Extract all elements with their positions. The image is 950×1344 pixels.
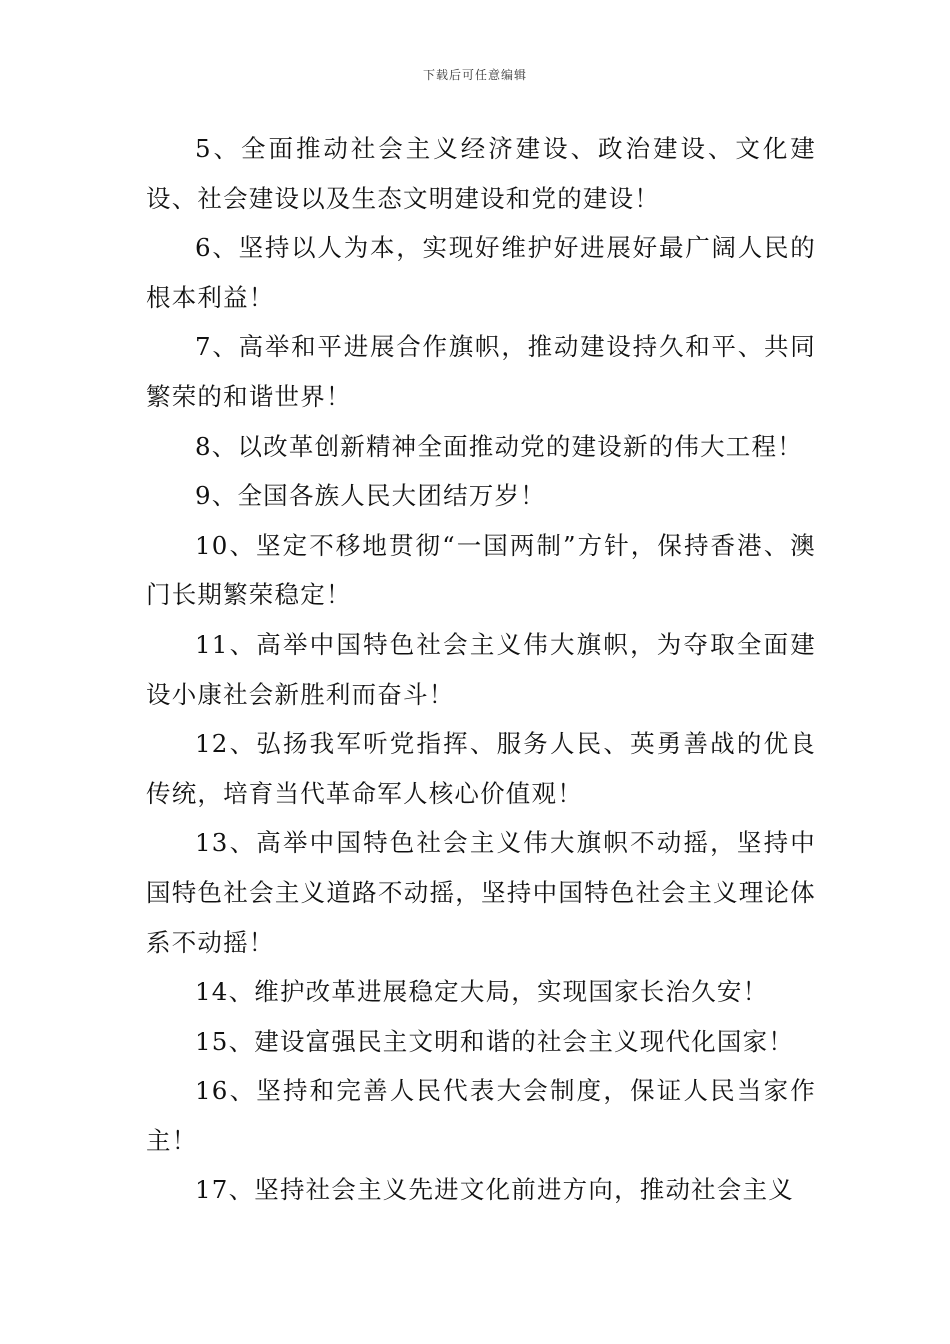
slogan-paragraph-8: 8、以改革创新精神全面推动党的建设新的伟大工程！	[195, 431, 803, 461]
slogan-paragraph-6: 6、坚持以人为本，实现好维护好进展好最广阔人民的根本利益！	[146, 233, 816, 312]
slogan-paragraph-7: 7、高举和平进展合作旗帜，推动建设持久和平、共同繁荣的和谐世界！	[146, 332, 816, 411]
page-header-note: 下载后可任意编辑	[422, 68, 527, 82]
slogan-paragraph-10: 10、坚定不移地贯彻“一国两制”方针，保持香港、澳门长期繁荣稳定！	[146, 530, 816, 610]
slogan-paragraph-15: 15、建设富强民主文明和谐的社会主义现代化国家！	[195, 1026, 794, 1056]
document-body	[146, 124, 816, 1215]
slogan-paragraph-5: 5、全面推动社会主义经济建设、政治建设、文化建设、社会建设以及生态文明建设和党的建设！	[146, 134, 816, 213]
slogan-paragraph-14: 14、维护改革进展稳定大局，实现国家长治久安！	[195, 977, 769, 1007]
slogan-paragraph-16: 16、坚持和完善人民代表大会制度，保证人民当家作主！	[146, 1076, 816, 1155]
slogan-paragraph-11: 11、高举中国特色社会主义伟大旗帜，为夺取全面建设小康社会新胜利而奋斗！	[146, 629, 816, 709]
slogan-paragraph-13: 13、高举中国特色社会主义伟大旗帜不动摇，坚持中国特色社会主义道路不动摇，坚持中国特色社会主义理论体系不动摇！	[146, 828, 816, 957]
slogan-paragraph-12: 12、弘扬我军听党指挥、服务人民、英勇善战的优良传统，培育当代革命军人核心价值观！	[146, 729, 816, 808]
slogan-paragraph-17: 17、坚持社会主义先进文化前进方向，推动社会主义	[195, 1175, 794, 1205]
slogan-paragraph-9: 9、全国各族人民大团结万岁！	[195, 481, 546, 511]
